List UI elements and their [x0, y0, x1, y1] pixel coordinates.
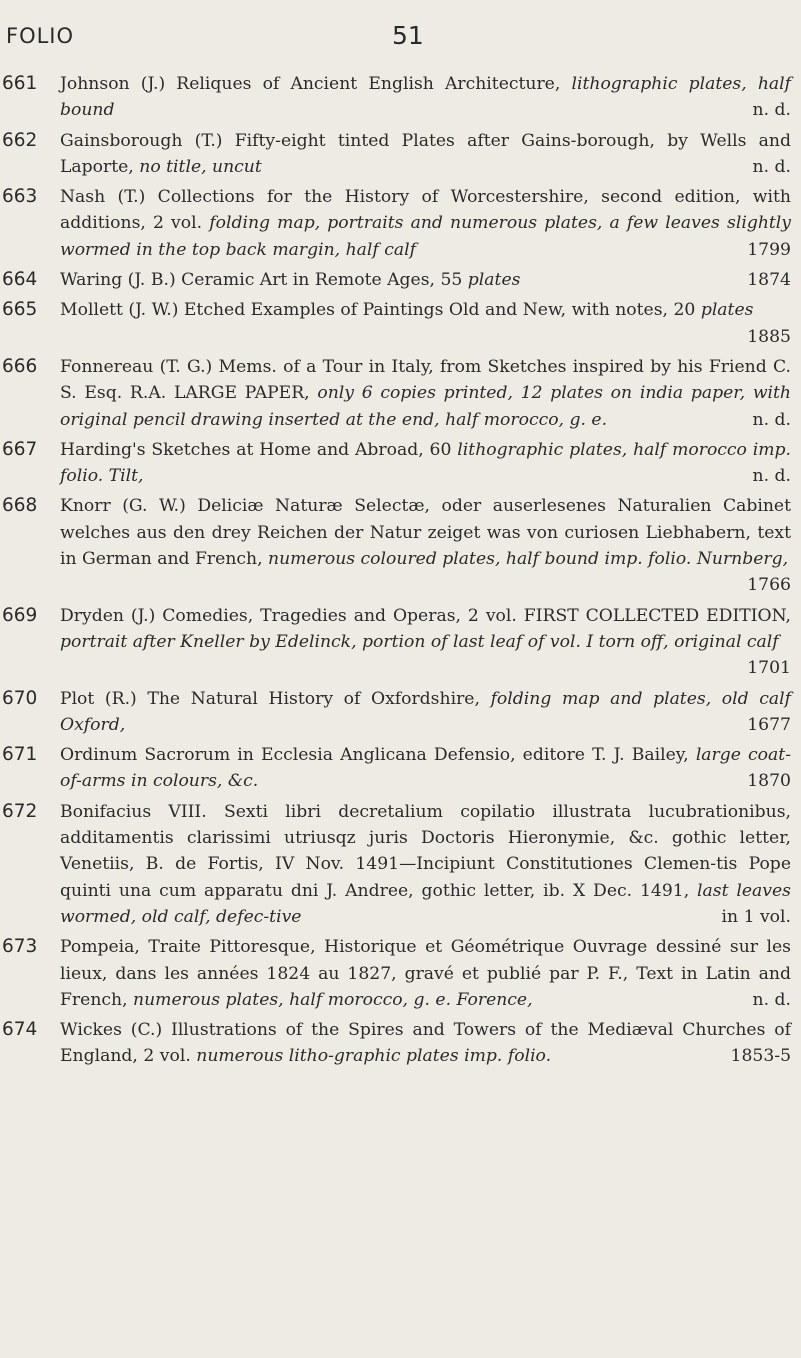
- section-title: FOLIO: [6, 24, 75, 48]
- catalogue-entry: [2, 267, 791, 293]
- lot-number: 668: [2, 495, 38, 517]
- lot-number: 667: [2, 438, 38, 460]
- lot-number: 670: [2, 687, 38, 709]
- entry-title: Bonifacius VIII. Sexti libri decretalium copilatio illustrata lucubrationibus, additamentis clarissimi utriusqz juris Doctoris Hieronymie, &c. gothic letter, Venetiis, B. de Fortis, IV Nov. 1491—Incipiunt Constitutiones Clemen-tis Pope quinti una cum apparatu dni J. Andree, gothic letter, ib. X Dec. 1491,: [60, 801, 791, 901]
- entry-description: [60, 689, 791, 735]
- entry-date: 1701: [747, 658, 791, 679]
- entry-details: lithographic plates, half bound: [60, 74, 791, 121]
- entry-description: [60, 74, 791, 120]
- entry-description: [60, 187, 791, 260]
- entry-details: portrait after Kneller by Edelinck, portion of last leaf of vol. I torn off, original calf: [60, 631, 779, 652]
- entry-title: Knorr (G. W.) Deliciæ Naturæ Selectæ, oder auserlesenes Naturalien Cabinet welches aus den drey Reichen der Natur zeiget was von curiosen Liebhabern, text in German and French,: [60, 496, 791, 570]
- entry-date: in 1 vol.: [721, 906, 791, 927]
- entry-date: 1874: [747, 270, 791, 291]
- lot-number: 673: [2, 936, 38, 958]
- catalogue-entry: [2, 297, 791, 350]
- entry-title: Ordinum Sacrorum in Ecclesia Anglicana Defensio, editore T. J. Bailey,: [60, 745, 689, 766]
- page-number: 51: [392, 21, 424, 50]
- entry-title: Harding's Sketches at Home and Abroad, 60: [60, 439, 452, 460]
- catalogue-entry: [2, 493, 791, 598]
- lot-number: 661: [2, 73, 38, 94]
- catalogue-entry: [2, 184, 791, 263]
- entry-description: [60, 606, 791, 682]
- entry-date: n. d.: [752, 100, 791, 121]
- lot-number: 665: [2, 299, 38, 321]
- entry-date: n. d.: [752, 466, 791, 487]
- lot-number: 672: [2, 800, 38, 822]
- entry-date: 1799: [747, 239, 791, 260]
- lot-number: 669: [2, 604, 38, 626]
- entry-title: Wickes (C.) Illustrations of the Spires and Towers of the Mediæval Churches of England, 2 vol.: [60, 1020, 791, 1067]
- entry-details: folding map, portraits and numerous plates, a few leaves slightly wormed in the top back margin, half calf: [60, 213, 792, 260]
- catalogue-entry: [2, 742, 791, 795]
- entry-date: 1677: [747, 714, 791, 735]
- entry-details: plates: [700, 300, 754, 321]
- entry-date: 1853-5: [730, 1046, 791, 1067]
- catalogue-entry: [2, 71, 791, 124]
- catalogue-entry: [2, 128, 791, 181]
- entry-description: [60, 802, 791, 927]
- entry-date: 1766: [747, 575, 791, 596]
- entry-details: plates: [467, 270, 521, 291]
- catalogue-entry: [2, 437, 791, 490]
- entry-description: [60, 1020, 791, 1066]
- entry-details: numerous litho-graphic plates imp. folio.: [196, 1046, 552, 1067]
- entry-details: large coat-of-arms in colours, &c.: [60, 745, 791, 792]
- lot-number: 674: [2, 1019, 38, 1041]
- entry-title: Plot (R.) The Natural History of Oxfordshire,: [60, 688, 480, 709]
- entry-title: Mollett (J. W.) Etched Examples of Paintings Old and New, with notes, 20: [60, 300, 696, 321]
- entry-details: lithographic plates, half morocco imp. folio. Tilt,: [60, 439, 792, 487]
- entry-title: Waring (J. B.) Ceramic Art in Remote Ages, 55: [60, 270, 463, 291]
- entry-title: Johnson (J.) Reliques of Ancient English Architecture,: [60, 74, 561, 94]
- entry-details: only 6 copies printed, 12 plates on india paper, with original pencil drawing inserted at the end, half morocco, g. e.: [60, 383, 791, 430]
- entry-date: n. d.: [752, 989, 791, 1010]
- page-header: [6, 18, 795, 52]
- entry-date: 1885: [747, 326, 791, 347]
- entry-description: [60, 300, 791, 350]
- entry-description: [60, 440, 791, 486]
- catalogue-entry: [2, 354, 791, 433]
- entry-details: folding map and plates, old calf Oxford,: [60, 688, 791, 735]
- lot-number: 671: [2, 744, 38, 766]
- entry-title: Nash (T.) Collections for the History of Worcestershire, second edition, with additions, 2 vol.: [60, 187, 791, 234]
- entry-date: n. d.: [752, 409, 791, 430]
- catalogue-entry: [2, 799, 791, 930]
- lot-number: 662: [2, 129, 38, 151]
- entry-description: [60, 745, 791, 791]
- catalogue-entry: [2, 603, 791, 682]
- entry-description: [60, 496, 791, 598]
- entry-description: [60, 357, 791, 430]
- entry-details: numerous plates, half morocco, g. e. Forence,: [133, 989, 533, 1010]
- entry-title: Dryden (J.) Comedies, Tragedies and Operas, 2 vol. FIRST COLLECTED EDITION,: [60, 605, 791, 626]
- lot-number: 664: [2, 269, 38, 291]
- entry-details: last leaves wormed, old calf, defec-tive: [60, 880, 791, 927]
- catalogue-entry: [2, 1017, 791, 1070]
- catalogue-entries: [2, 71, 791, 1074]
- lot-number: 663: [2, 186, 38, 208]
- entry-title: Gainsborough (T.) Fifty-eight tinted Plates after Gains-borough, by Wells and Laporte,: [60, 130, 791, 177]
- catalogue-entry: [2, 686, 791, 739]
- entry-description: [60, 937, 791, 1010]
- entry-title: Pompeia, Traite Pittoresque, Historique et Géométrique Ouvrage dessiné sur les lieux, dans les années 1824 au 1827, gravé et publié par P. F., Text in Latin and French,: [60, 937, 791, 1010]
- entry-details: no title, uncut: [139, 156, 262, 177]
- entry-title: Fonnereau (T. G.) Mems. of a Tour in Italy, from Sketches inspired by his Friend C. S. Esq. R.A. LARGE PAPER,: [60, 356, 791, 404]
- entry-details: numerous coloured plates, half bound imp. folio. Nurnberg,: [268, 549, 789, 570]
- catalogue-entry: [2, 934, 791, 1013]
- entry-description: [60, 270, 791, 291]
- entry-date: 1870: [747, 771, 791, 792]
- entry-description: [60, 131, 791, 177]
- entry-date: n. d.: [752, 156, 791, 177]
- lot-number: 666: [2, 355, 38, 377]
